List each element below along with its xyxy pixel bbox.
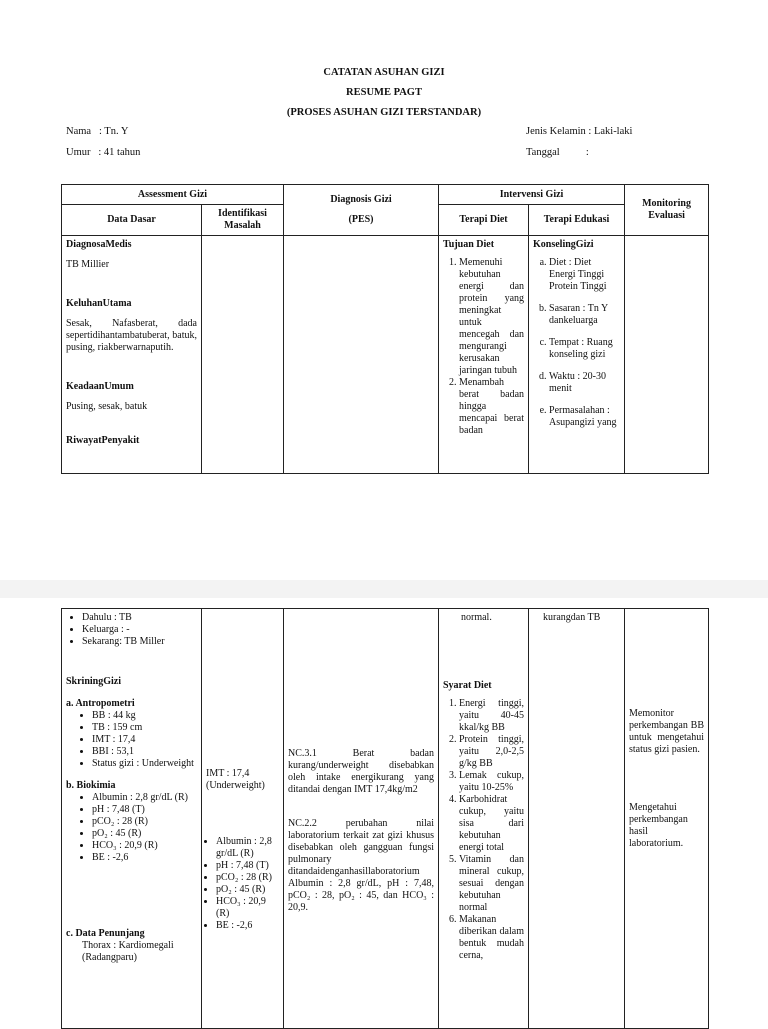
- identifikasi-cell: [202, 609, 284, 1029]
- list-item: • TB : 159 cm: [92, 722, 197, 734]
- document-page-2: [0, 598, 768, 1024]
- diagnosis-nc22: NC.2.2 perubahan nilai laboratorium terkait zat gizi khusus disebabkan oleh gangguan fungsi pulmonary ditandaidenganhasillaboratorium Albumin : 2,8 gr/dL, pH : 7,48, pCO₂ : 28, pO₂ : 45, dan HCO₃ : 20,9.: [288, 818, 434, 913]
- tujuan-diet-list: [443, 257, 524, 437]
- patient-gender: Jenis Kelamin : Laki-laki: [526, 126, 633, 137]
- terapi-edukasi-cell: [529, 609, 625, 1029]
- terapi-edukasi-cell: [529, 236, 625, 474]
- list-item: • pH : 7,48 (T): [92, 804, 197, 816]
- list-item: e. Permasalahan : Asupangizi yang: [549, 405, 620, 429]
- list-item: 4. Karbohidrat cukup, yaitu sisa dari kebutuhan energi total: [459, 794, 524, 854]
- skrining-label: SkriningGizi: [66, 676, 122, 687]
- list-item: • BBI : 53,1: [92, 746, 197, 758]
- list-item: 6. Makanan diberikan dalam bentuk mudah cerna,: [459, 914, 524, 962]
- diet-normal: normal.: [461, 612, 492, 623]
- riwayat-label: RiwayatPenyakit: [66, 435, 140, 446]
- list-item: • Status gizi : Underweight: [92, 758, 197, 770]
- list-item: b. Sasaran : Tn Y dankeluarga: [549, 303, 620, 327]
- biokimia-label: b. Biokimia: [66, 780, 116, 791]
- header-monitoring: Monitoring Evaluasi: [625, 185, 709, 236]
- document-subtitle-2: (PROSES ASUHAN GIZI TERSTANDAR): [286, 107, 482, 118]
- data-dasar-cell: [62, 609, 202, 1029]
- list-item: 2. Protein tinggi, yaitu 2,0-2,5 g/kg BB: [459, 734, 524, 770]
- list-item: • Albumin : 2,8 gr/dL (R): [92, 792, 197, 804]
- diagnosis-cell: [284, 236, 439, 474]
- monitoring-cell: [625, 236, 709, 474]
- header-terapi-diet: Terapi Diet: [439, 205, 529, 236]
- list-item: • HCO₃ : 20,9 (R): [216, 896, 279, 920]
- list-item: a. Diet : Diet Energi Tinggi Protein Tinggi: [549, 257, 620, 293]
- diagnosa-label: DiagnosaMedis: [66, 239, 132, 250]
- list-item: • Dahulu : TB: [82, 612, 197, 624]
- diagnosis-nc31: NC.3.1 Berat badan kurang/underweight disebabkan oleh intake energikurang yang ditandai dengan IMT 17,4kg/m2: [288, 748, 434, 795]
- konseling-label: KonselingGizi: [533, 239, 594, 250]
- list-item: • pO₂ : 45 (R): [92, 828, 197, 840]
- syarat-diet-label: Syarat Diet: [443, 680, 492, 691]
- page-separator: [0, 580, 768, 598]
- riwayat-list: [66, 612, 197, 648]
- terapi-diet-cell: [439, 609, 529, 1029]
- document-title: CATATAN ASUHAN GIZI: [323, 67, 445, 78]
- list-item: • pCO₂ : 28 (R): [216, 872, 279, 884]
- document-subtitle: RESUME PAGT: [346, 87, 422, 98]
- assessment-table-page-1: [61, 184, 709, 474]
- monitoring-lab: Mengetahui perkembangan hasil laboratorium.: [629, 802, 688, 849]
- list-item: • BB : 44 kg: [92, 710, 197, 722]
- list-item: • Sekarang: TB Miller: [82, 636, 197, 648]
- patient-age: Umur : 41 tahun: [66, 147, 141, 158]
- monitoring-cell: [625, 609, 709, 1029]
- header-intervensi: Intervensi Gizi: [439, 185, 625, 205]
- edukasi-continuation: kurangdan TB: [543, 612, 601, 623]
- syarat-diet-list: [443, 698, 524, 962]
- list-item: • HCO₃ : 20,9 (R): [92, 840, 197, 852]
- antropometri-label: a. Antropometri: [66, 698, 135, 709]
- header-assessment: Assessment Gizi: [62, 185, 284, 205]
- header-identifikasi: Identifikasi Masalah: [202, 205, 284, 236]
- diagnosis-cell: [284, 609, 439, 1029]
- list-item: • BE : -2,6: [92, 852, 197, 864]
- biokimia-list: [76, 792, 197, 864]
- assessment-table-page-2: [61, 608, 709, 1029]
- list-item: d. Waktu : 20-30 menit: [549, 371, 620, 395]
- identifikasi-imt: IMT : 17,4 (Underweight): [206, 768, 265, 791]
- date-field: Tanggal :: [526, 147, 589, 158]
- list-item: 1. Memenuhi kebutuhan energi dan protein yang meningkat untuk mencegah dan mengurangi kerusakan jaringan tubuh: [459, 257, 524, 377]
- list-item: 1. Energi tinggi, yaitu 40-45 kkal/kg BB: [459, 698, 524, 734]
- konseling-list: [533, 257, 620, 429]
- header-terapi-edukasi: Terapi Edukasi: [529, 205, 625, 236]
- header-diagnosis: Diagnosis Gizi (PES): [284, 185, 439, 236]
- terapi-diet-cell: [439, 236, 529, 474]
- antropometri-list: [76, 710, 197, 770]
- diagnosa-value: TB Millier: [66, 259, 110, 270]
- list-item: c. Tempat : Ruang konseling gizi: [549, 337, 620, 361]
- list-item: • pH : 7,48 (T): [216, 860, 279, 872]
- monitoring-bb: Memonitor perkembangan BB untuk mengetahui status gizi pasien.: [629, 708, 704, 755]
- keadaan-label: KeadaanUmum: [66, 381, 134, 392]
- list-item: 3. Lemak cukup, yaitu 10-25%: [459, 770, 524, 794]
- data-dasar-cell: [62, 236, 202, 474]
- keluhan-value: Sesak, Nafasberat, dada sepertidihantambatuberat, batuk, pusing, riakberwarnaputih.: [66, 318, 197, 353]
- identifikasi-lab-list: [206, 836, 279, 932]
- list-item: 2. Menambah berat badan hingga mencapai berat badan: [459, 377, 524, 437]
- keadaan-value: Pusing, sesak, batuk: [66, 401, 148, 412]
- list-item: • Keluarga : -: [82, 624, 197, 636]
- list-item: • BE : -2,6: [216, 920, 279, 932]
- list-item: 5. Vitamin dan mineral cukup, sesuai dengan kebutuhan normal: [459, 854, 524, 914]
- list-item: • pCO₂ : 28 (R): [92, 816, 197, 828]
- patient-name: Nama : Tn. Y: [66, 126, 129, 137]
- header-data-dasar: Data Dasar: [62, 205, 202, 236]
- identifikasi-cell: [202, 236, 284, 474]
- penunjang-value: Thorax : Kardiomegali (Radangparu): [82, 940, 174, 963]
- penunjang-label: c. Data Penunjang: [66, 928, 145, 939]
- keluhan-label: KeluhanUtama: [66, 298, 132, 309]
- list-item: • pO₂ : 45 (R): [216, 884, 279, 896]
- tujuan-diet-label: Tujuan Diet: [443, 239, 495, 250]
- list-item: • IMT : 17,4: [92, 734, 197, 746]
- list-item: • Albumin : 2,8 gr/dL (R): [216, 836, 279, 860]
